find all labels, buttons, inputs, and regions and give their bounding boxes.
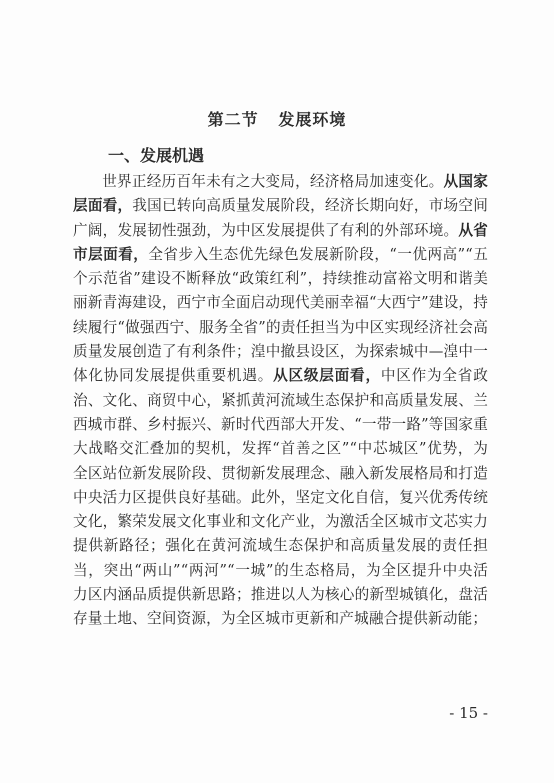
sub-heading: 一、发展机遇 [108, 146, 205, 165]
paragraph-text: 全省步入生态优先绿色发展新阶段，“一优两高”“五个示范省”建设不断释放“政策红利”，持续推动富裕文明和谐美丽新青海建设，西宁市全面启动现代美丽幸福“大西宁”建设，持续履行“做强西宁、服务全省”的责任担当为中区实现经济社会高质量发展创造了有利条件；湟中撤县设区，为探索城中—湟中一体化协同发展提供重要机遇。 [73, 245, 488, 385]
emphasis-provincial: 从省市层面看， [73, 221, 489, 263]
paragraph-text: 世界正经历百年未有之大变局，经济格局加速变化。 [102, 173, 444, 190]
emphasis-national: 从国家层面看， [73, 173, 488, 215]
body-paragraph [73, 170, 488, 632]
emphasis-district: 从区级层面看， [273, 367, 381, 385]
paragraph-text: 我国已转向高质量发展阶段，经济长期向好，市场空间广阔，发展韧性强劲，为中区发展提供了有利的外部环境。 [73, 197, 488, 239]
section-title: 第二节 发展环境 [207, 110, 347, 129]
page-number: - 15 - [449, 704, 488, 722]
paragraph-text: 中区作为全省政治、文化、商贸中心，紧抓黄河流域生态保护和高质量发展、兰西城市群、乡村振兴、新时代西部大开发、“一带一路”等国家重大战略交汇叠加的契机，发挥“首善之区”“中芯城区”优势，为全区站位新发展阶段、贯彻新发展理念、融入新发展格局和打造中央活力区提供良好基础。此外，坚定文化自信，复兴优秀传统文化，繁荣发展文化事业和文化产业，为激活全区城市文芯实力提供新路径；强化在黄河流域生态保护和高质量发展的责任担当，突出“两山”“两河”“一城”的生态格局，为全区提升中央活力区内涵品质提供新思路；推进以人为核心的新型城镇化，盘活存量土地、空间资源，为全区城市更新和产城融合提供新动能； [73, 367, 488, 628]
